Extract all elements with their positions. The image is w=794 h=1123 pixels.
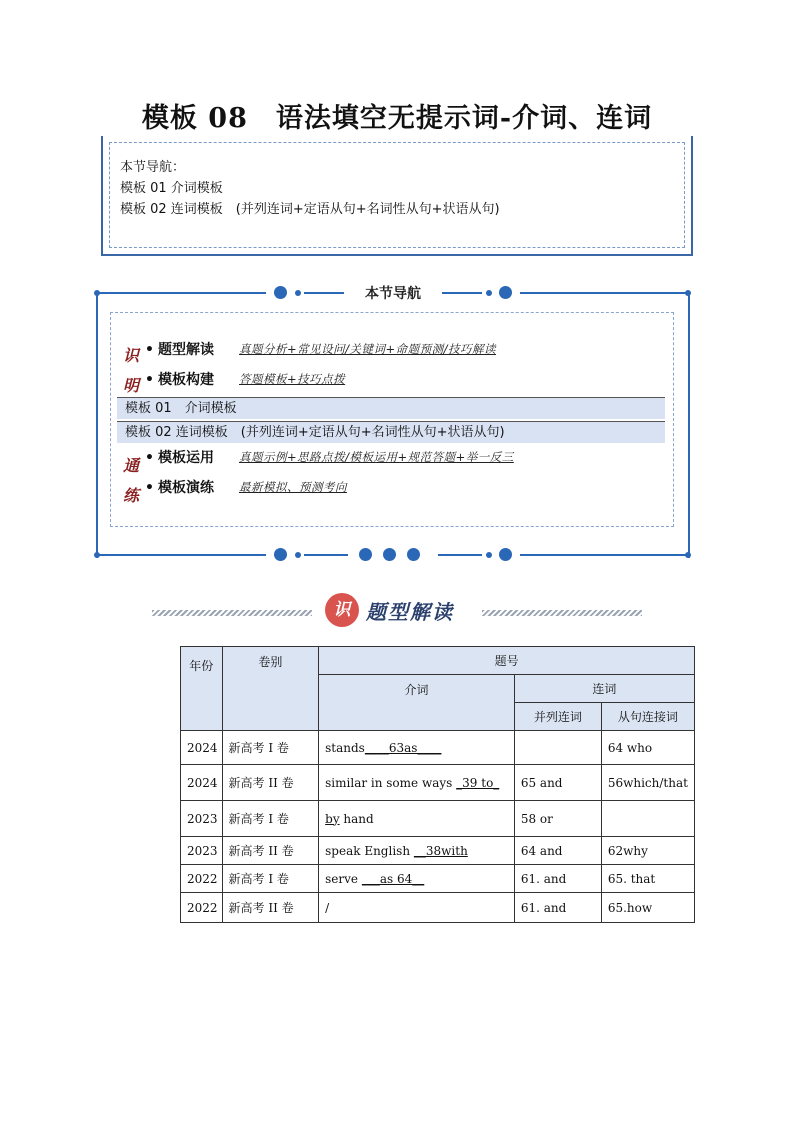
side-char-bottom-2: 练 xyxy=(123,486,140,505)
prep-text: similar in some ways xyxy=(325,775,453,790)
cell-prep xyxy=(319,893,515,923)
ornament-dot-icon xyxy=(685,552,691,558)
template-band-2: 模板 02 连词模板 (并列连词+定语从句+名词性从句+状语从句) xyxy=(117,421,665,443)
prep-answer: _39 to_ xyxy=(456,775,500,790)
guide-item-1 xyxy=(145,339,214,359)
cell-prep xyxy=(319,801,515,837)
side-char-top-1: 识 xyxy=(123,346,140,365)
prep-answer: by xyxy=(325,811,340,826)
ornament-dot-icon xyxy=(359,548,372,561)
table-row xyxy=(181,893,695,923)
bullet-icon: • xyxy=(145,342,154,358)
cell-prep xyxy=(319,731,515,765)
ornament-dot-icon xyxy=(486,552,492,558)
guide-item-label: 模板演练 xyxy=(157,480,214,496)
prep-answer: ___as 64__ xyxy=(361,871,425,886)
side-char-top-2: 明 xyxy=(123,376,140,395)
cell-paper: 新高考 I 卷 xyxy=(222,865,319,893)
ornament-line xyxy=(304,554,348,556)
table-row xyxy=(181,765,695,801)
cell-clause: 56which/that xyxy=(601,765,694,801)
section-title: 题型解读 xyxy=(366,600,454,624)
ornament-dot-icon xyxy=(407,548,420,561)
cell-year: 2024 xyxy=(181,765,223,801)
section-guide xyxy=(94,280,692,558)
guide-item-desc: 最新模拟、预测考向 xyxy=(239,480,347,494)
ornament-dot-icon xyxy=(685,290,691,296)
guide-item-3 xyxy=(145,447,214,467)
ornament-dot-icon xyxy=(499,548,512,561)
header-year-text: 年份 xyxy=(189,659,214,673)
ornament-line xyxy=(442,292,482,294)
header-paper: 卷别 xyxy=(222,647,319,731)
section-header xyxy=(152,588,642,634)
cell-prep xyxy=(319,837,515,865)
table-row xyxy=(181,837,695,865)
guide-title: 本节导航 xyxy=(347,283,439,303)
prep-answer: ____63as____ xyxy=(364,740,442,755)
header-conj: 连词 xyxy=(514,675,694,703)
table-row xyxy=(181,865,695,893)
cell-paper: 新高考 II 卷 xyxy=(222,837,319,865)
ornament-dot-icon xyxy=(499,286,512,299)
header-prep: 介词 xyxy=(319,675,515,731)
cell-prep xyxy=(319,765,515,801)
ornament-dot-icon xyxy=(295,290,301,296)
nav-summary-box xyxy=(101,136,693,256)
header-coord: 并列连词 xyxy=(514,703,601,731)
prep-text: speak English xyxy=(325,843,414,858)
prep-text: stands xyxy=(325,740,365,755)
cell-clause xyxy=(601,801,694,837)
template-band-1: 模板 01 介词模板 xyxy=(117,397,665,419)
cell-coord xyxy=(514,731,601,765)
bullet-icon: • xyxy=(145,480,154,496)
section-badge-icon: 识 xyxy=(325,593,359,627)
nav-line-1: 模板 01 介词模板 xyxy=(120,181,223,196)
ornament-line xyxy=(304,292,344,294)
guide-inner xyxy=(110,312,674,527)
guide-item-desc: 真题分析+常见设问/关键词+命题预测/技巧解读 xyxy=(239,342,497,356)
table-row xyxy=(181,801,695,837)
cell-clause: 65.how xyxy=(601,893,694,923)
nav-line-2: 模板 02 连词模板 (并列连词+定语从句+名词性从句+状语从句) xyxy=(120,202,500,217)
ornament-dot-icon xyxy=(274,286,287,299)
ornament-line xyxy=(96,292,266,294)
exam-table xyxy=(180,646,695,923)
ornament-line xyxy=(438,554,482,556)
cell-prep xyxy=(319,865,515,893)
cell-clause: 65. that xyxy=(601,865,694,893)
bullet-icon: • xyxy=(145,372,154,388)
cell-clause: 62why xyxy=(601,837,694,865)
hatch-divider xyxy=(482,610,642,616)
cell-coord: 61. and xyxy=(514,865,601,893)
page-title: 模板 08 语法填空无提示词-介词、连词 xyxy=(141,103,653,134)
cell-paper: 新高考 II 卷 xyxy=(222,765,319,801)
hatch-divider xyxy=(152,610,312,616)
ornament-dot-icon xyxy=(274,548,287,561)
ornament-dot-icon xyxy=(295,552,301,558)
cell-clause: 64 who xyxy=(601,731,694,765)
header-question: 题号 xyxy=(319,647,695,675)
side-char-bottom-1: 通 xyxy=(123,456,140,475)
ornament-line xyxy=(520,292,688,294)
nav-heading: 本节导航： xyxy=(120,160,186,175)
cell-paper: 新高考 II 卷 xyxy=(222,893,319,923)
cell-year: 2023 xyxy=(181,801,223,837)
guide-item-label: 模板构建 xyxy=(157,372,214,388)
ornament-line xyxy=(96,554,266,556)
cell-coord: 61. and xyxy=(514,893,601,923)
cell-paper: 新高考 I 卷 xyxy=(222,731,319,765)
ornament-line xyxy=(520,554,688,556)
cell-year: 2022 xyxy=(181,865,223,893)
prep-text: serve xyxy=(325,871,362,886)
header-year xyxy=(181,647,223,731)
cell-coord: 65 and xyxy=(514,765,601,801)
prep-text: / xyxy=(325,900,330,915)
ornament-dot-icon xyxy=(486,290,492,296)
cell-paper: 新高考 I 卷 xyxy=(222,801,319,837)
table-row xyxy=(181,731,695,765)
ornament-dot-icon xyxy=(383,548,396,561)
nav-summary-inner xyxy=(109,142,685,248)
prep-answer: __38with xyxy=(413,843,468,858)
guide-item-4 xyxy=(145,477,214,497)
cell-year: 2023 xyxy=(181,837,223,865)
cell-coord: 58 or xyxy=(514,801,601,837)
cell-coord: 64 and xyxy=(514,837,601,865)
header-clause: 从句连接词 xyxy=(601,703,694,731)
guide-item-2 xyxy=(145,369,214,389)
guide-item-desc: 答题模板+技巧点拨 xyxy=(239,372,346,386)
guide-item-desc: 真题示例+思路点拨/模板运用+规范答题+举一反三 xyxy=(239,450,514,464)
prep-text: hand xyxy=(339,811,374,826)
cell-year: 2022 xyxy=(181,893,223,923)
guide-item-label: 模板运用 xyxy=(157,450,214,466)
cell-year: 2024 xyxy=(181,731,223,765)
guide-item-label: 题型解读 xyxy=(157,342,214,358)
bullet-icon: • xyxy=(145,450,154,466)
